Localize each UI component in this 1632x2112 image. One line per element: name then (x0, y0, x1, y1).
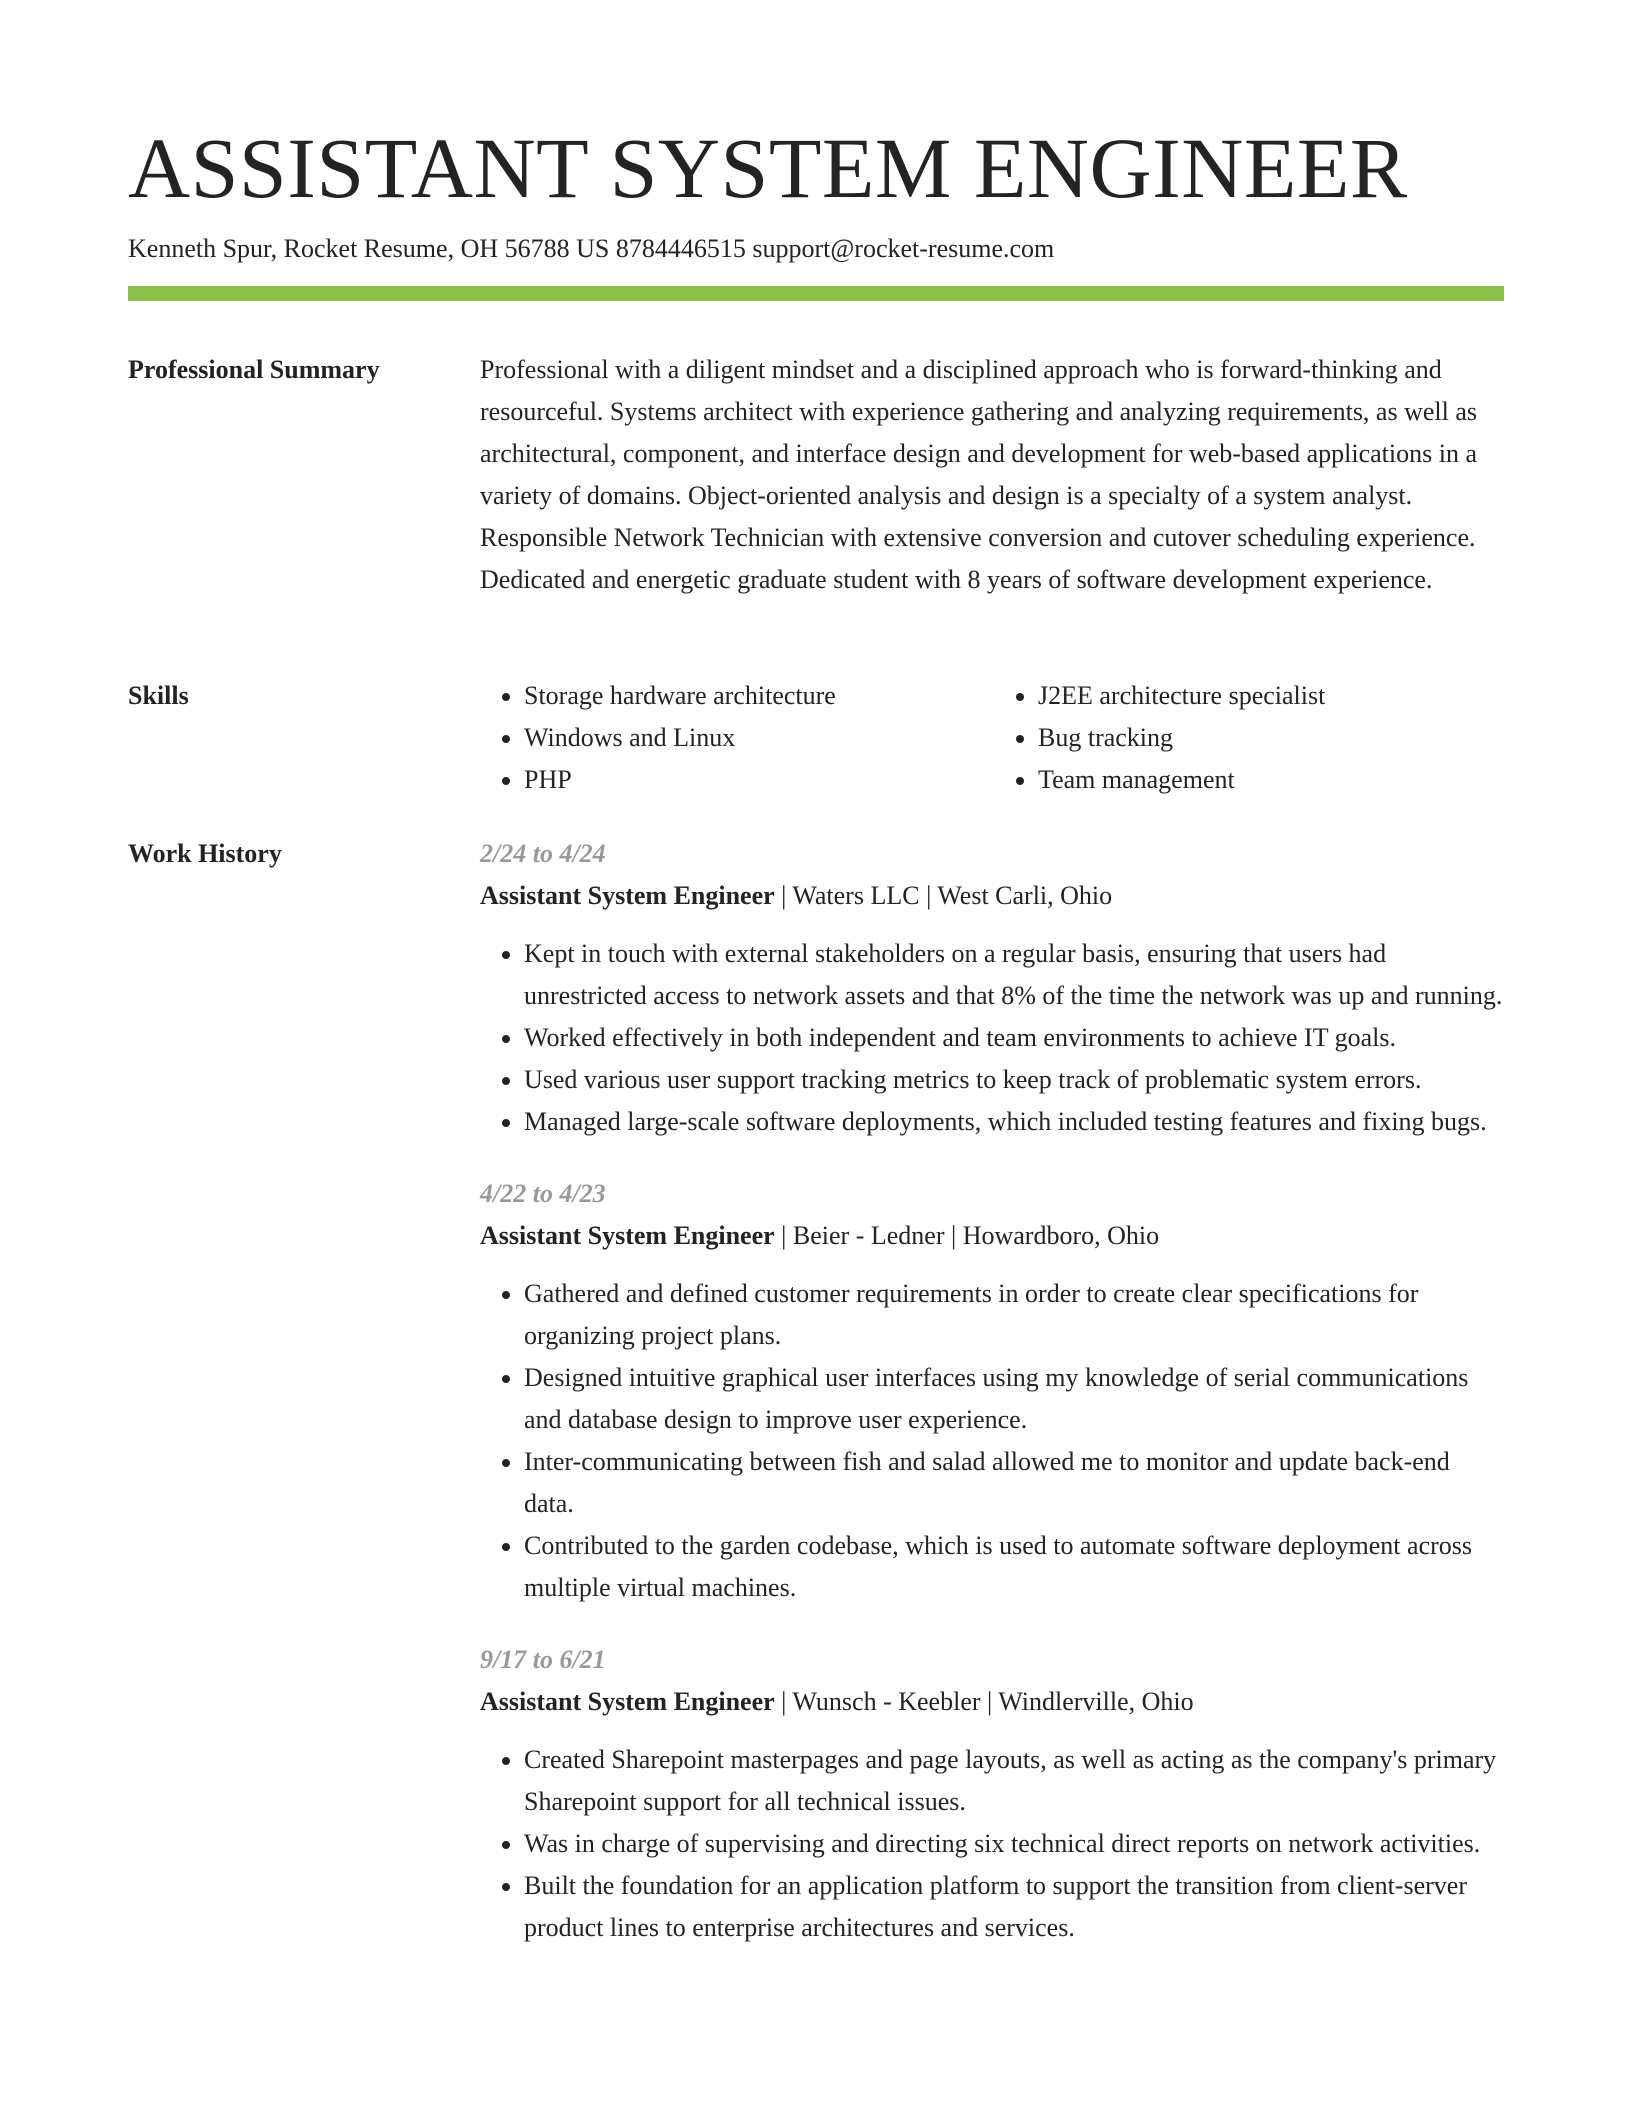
skill-item: • PHP (524, 759, 984, 801)
summary-label: Professional Summary (128, 355, 380, 384)
job-dates: 4/22 to 4/23 (480, 1179, 606, 1208)
job-bullet: • Used various user support tracking metrics to keep track of problematic system errors. (524, 1059, 1504, 1101)
skills-label: Skills (128, 681, 189, 710)
skill-item: • Windows and Linux (524, 717, 984, 759)
job-bullets (480, 933, 1504, 1143)
skill-item: • Bug tracking (1038, 717, 1498, 759)
skill-item: • Storage hardware architecture (524, 675, 984, 717)
job-title: Assistant System Engineer (480, 1687, 775, 1716)
skill-item: • Team management (1038, 759, 1498, 801)
skills-list-left (480, 675, 984, 801)
job-bullet: • Contributed to the garden codebase, which is used to automate software deployment across multiple virtual machines. (524, 1525, 1504, 1609)
resume-title: ASSISTANT SYSTEM ENGINEER (128, 120, 1408, 216)
skill-item: • J2EE architecture specialist (1038, 675, 1498, 717)
summary-text: Professional with a diligent mindset and a disciplined approach who is forward-thinking and resourceful. Systems architect with experience gathering and analyzing requirements, as well as architectural, component, and interface design and development for web-based applications in a variety of domains. Object-oriented analysis and design is a specialty of a system analyst. Responsible Network Technician with extensive conversion and cutover scheduling experience. Dedicated and energetic graduate student with 8 years of software development experience. (480, 355, 1478, 594)
job-location: West Carli, Ohio (937, 881, 1113, 910)
job-entry (480, 1639, 1504, 1949)
job-location: Howardboro, Ohio (962, 1221, 1160, 1250)
skills-columns (480, 675, 1504, 801)
job-company: Beier - Ledner (792, 1221, 945, 1250)
job-bullets (480, 1273, 1504, 1609)
job-bullets (480, 1739, 1504, 1949)
job-location: Windlerville, Ohio (998, 1687, 1194, 1716)
job-dates: 9/17 to 6/21 (480, 1645, 606, 1674)
work-history-label: Work History (128, 839, 282, 868)
job-separator: | (774, 1687, 793, 1716)
job-separator: | (774, 1221, 793, 1250)
job-separator: | (774, 881, 793, 910)
job-heading (480, 1681, 1504, 1723)
job-entry (480, 833, 1504, 1143)
skills-content (480, 675, 1504, 801)
job-bullet: • Designed intuitive graphical user interfaces using my knowledge of serial communications and database design to improve user experience. (524, 1357, 1504, 1441)
job-heading (480, 875, 1504, 917)
job-company: Waters LLC (792, 881, 920, 910)
summary-content (480, 349, 1504, 601)
job-title: Assistant System Engineer (480, 1221, 775, 1250)
job-title: Assistant System Engineer (480, 881, 775, 910)
job-entry (480, 1173, 1504, 1609)
contact-line: Kenneth Spur, Rocket Resume, OH 56788 US 8784446515 support@rocket-resume.com (128, 234, 1055, 263)
job-company: Wunsch - Keebler (792, 1687, 981, 1716)
job-dates: 2/24 to 4/24 (480, 839, 606, 868)
job-bullet: • Managed large-scale software deployments, which included testing features and fixing bugs. (524, 1101, 1504, 1143)
job-bullet: • Kept in touch with external stakeholders on a regular basis, ensuring that users had unrestricted access to network assets and that 8% of the time the network was up and running. (524, 933, 1504, 1017)
job-bullet: • Inter-communicating between fish and salad allowed me to monitor and update back-end data. (524, 1441, 1504, 1525)
skills-list-right (994, 675, 1498, 801)
job-bullet: • Created Sharepoint masterpages and page layouts, as well as acting as the company's primary Sharepoint support for all technical issues. (524, 1739, 1504, 1823)
job-bullet: • Built the foundation for an application platform to support the transition from client-server product lines to enterprise architectures and services. (524, 1865, 1504, 1949)
job-bullet: • Was in charge of supervising and directing six technical direct reports on network activities. (524, 1823, 1504, 1865)
work-history-content (480, 833, 1504, 1979)
job-heading (480, 1215, 1504, 1257)
job-bullet: • Gathered and defined customer requirements in order to create clear specifications for organizing project plans. (524, 1273, 1504, 1357)
job-bullet: • Worked effectively in both independent and team environments to achieve IT goals. (524, 1017, 1504, 1059)
job-separator: | (944, 1221, 963, 1250)
job-separator: | (980, 1687, 999, 1716)
header-divider (128, 286, 1504, 301)
job-separator: | (919, 881, 938, 910)
